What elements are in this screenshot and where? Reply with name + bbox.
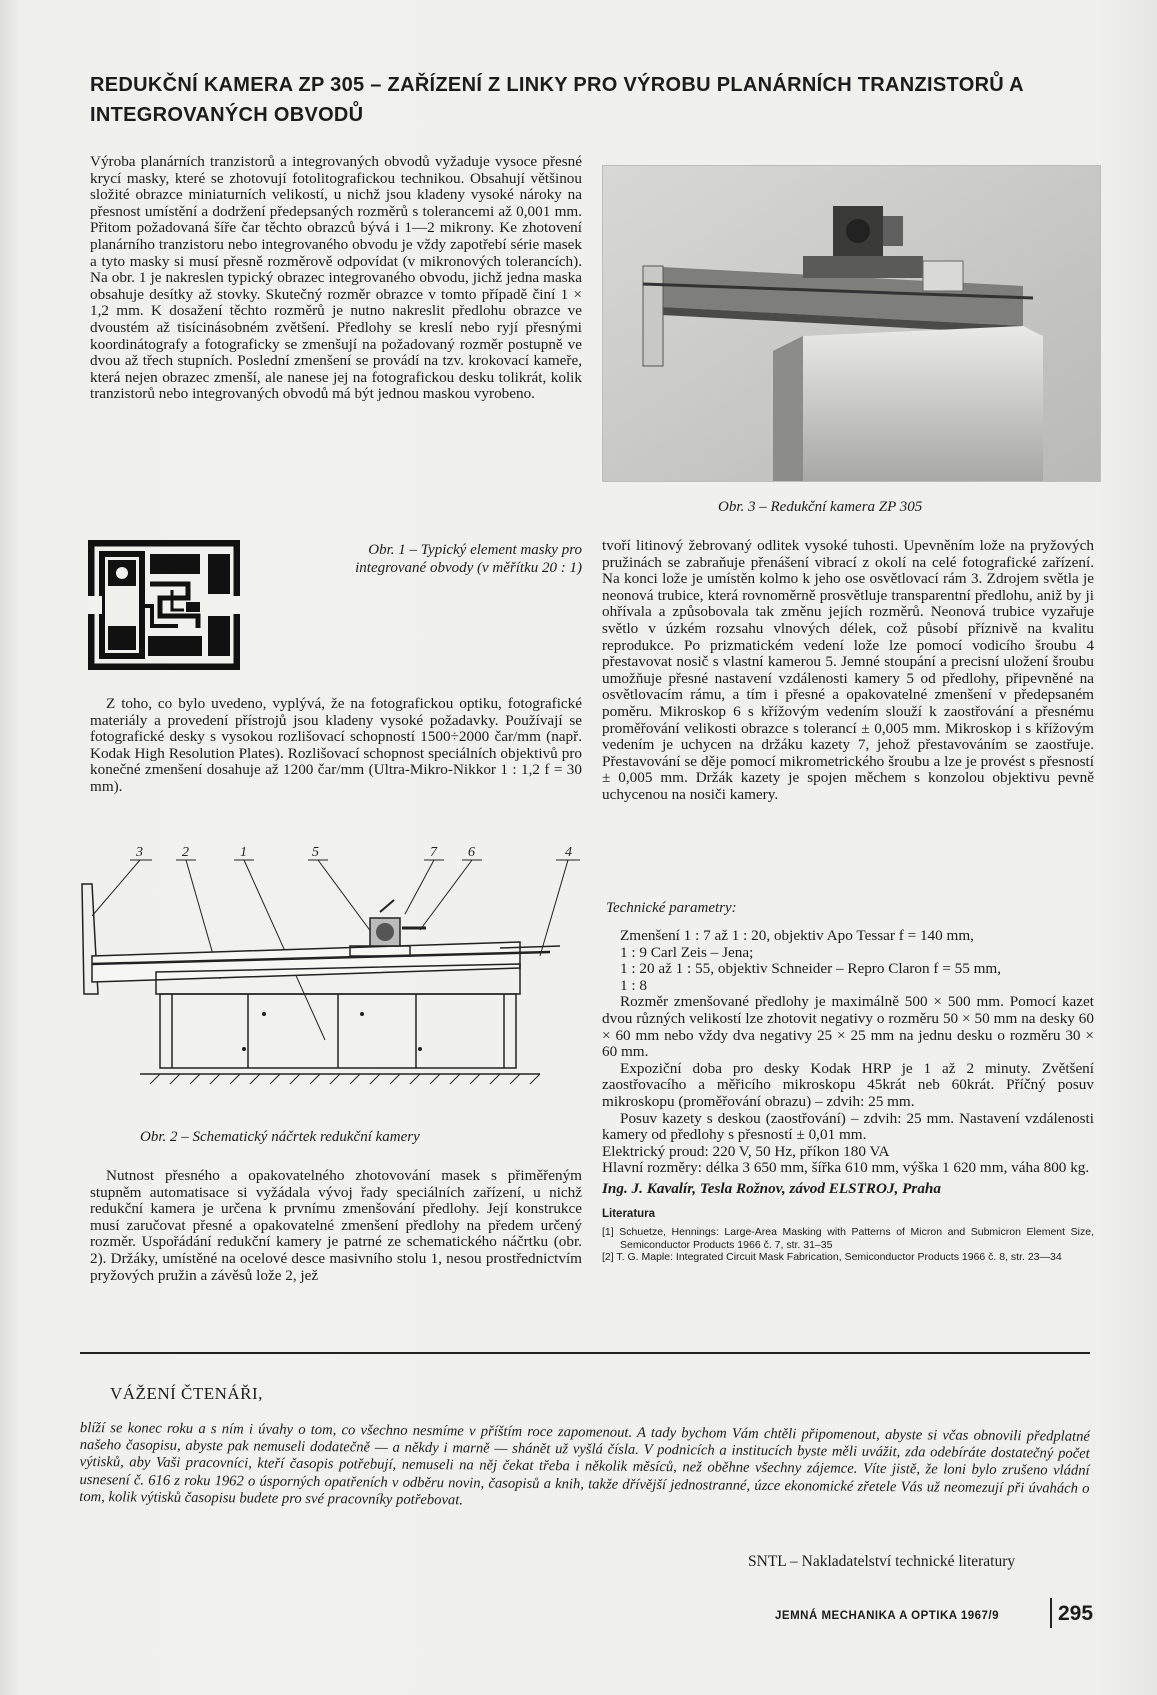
right-paragraph: tvoří litinový žebrovaný odlitek vysoké tuhosti. Upevněním lože na pryžových pružinách se zabraňuje přenášení vibrací z okolí na celé fotografické zařízení. Na konci lože je umístěn kolmo k jeho ose osvětlovací rám 3. Zdrojem světla je neonová trubice, která rovnoměrně prosvětluje transparentní předlohu, aniž by ji ohřívala a způsobovala tak změnu jejích rozměrů. Neonová trubice vyzařuje světlo v úzkém rozsahu vlnových délek, což působí příznivě na kvalitu reprodukce. Po prizmatickém vedení lože lze pomocí vodicího šroubu 4 přestavovat nosič s vlastní kamerou 5. Jemné stoupání a precisní uložení šroubu umožňuje přesné nastavení vzdálenosti kamery 5 od předlohy, připevněné na osvětlovacím rámu, a tím i přesné a opakovatelné zmenšení v předepsaném poměru. Mikroskop 6 s křížovým vedením slouží k zaostřování a přesnému proměřování velikosti obrazce s tolerancí ± 0,005 mm. Mikroskop i s křížovým vedením je uchycen na držáku kazety 7, jehož přestavováním se zaostřuje. Přestavování se děje pomocí mikrometrického šroubu a lze je provést s přesností ± 0,005 mm. Držák kazety je spojen měchem s konzolou objektivu pevně uchycenou na nosiči kamery.: [602, 537, 1094, 803]
intro-paragraph: Výroba planárních tranzistorů a integrovaných obvodů vyžaduje vysoce přesné krycí masky, které se zhotovují fotolitografickou technikou. Obsahují většinou složité obrazce miniaturních velikostí, u nichž jsou kladeny vysoké nároky na přesnost umístění a dodržení předepsaných rozměrů s tolerancemi až 0,001 mm. Přitom požadovaná šíře čar těchto obrazců bývá i 1—2 mikrony. Ke zhotovení planárního tranzistoru nebo integrovaného obvodu je vždy zapotřebí série masek a tyto masky si musí přesně rozměrově odpovídat (v mikronových tolerancích). Na obr. 1 je nakreslen typický obrazec integrovaného obvodu, jichž jedna maska obsahuje desítky až stovky. Skutečný rozměr obrazce v tomto případě činí 1 × 1,2 mm. K dosažení těchto rozměrů je nutno nakreslit předlohu obrazce ve dvoustém až tisícinásobném zvětšení. Předlohy se kreslí nebo ryjí přesnými koordinátografy a fotograficky se zmenšují na požadovaný rozměr postupně ve dvou až třech stupních. Poslední zmenšení se provádí na tzv. krokovací kameře, která nejen obrazec zmenší, ale nanese jej na fotografickou desku tolikrát, kolik tranzistorů nebo integrovaných obvodů má být jednou maskou vyrobeno.: [90, 153, 582, 403]
article-title: REDUKČNÍ KAMERA ZP 305 – ZAŘÍZENÍ Z LINKY PRO VÝROBU PLANÁRNÍCH TRANZISTORŮ A INTEGROVANÝCH OBVODŮ: [90, 74, 1024, 126]
schematic-figure: [80, 844, 585, 1109]
tech-heading: Technické parametry:: [606, 900, 737, 916]
tech-line: Rozměr zmenšované předlohy je maximálně 500 × 500 mm. Pomocí kazet dvou různých velikostí lze zhotovit negativy o rozměru 50 × 50 mm na desky 60 × 60 mm nebo vždy dva negativy 25 × 25 mm na jednu desku o rozměru 30 × 60 mm.: [602, 993, 1094, 1061]
mask-element-figure: [88, 540, 240, 670]
label-4: 4: [565, 845, 572, 860]
right-column: [602, 538, 1094, 804]
paragraph-2-block: [90, 696, 582, 796]
label-6: 6: [468, 845, 475, 860]
footer-journal: JEMNÁ MECHANIKA A OPTIKA 1967/9: [775, 1610, 1000, 1622]
footer-separator: [1050, 1598, 1052, 1628]
figure-3-caption: Obr. 3 – Redukční kamera ZP 305: [718, 499, 923, 515]
literature-ref: [1] Schuetze, Hennings: Large-Area Masking with Patterns of Micron and Submicron Element Size, Semiconductor Products 1966 č. 7, str. 31–35: [602, 1226, 1094, 1251]
tech-line: Posuv kazety s deskou (zaostřování) – zdvih: 25 mm. Nastavení vzdálenosti kamery od předlohy s přesností ± 0,01 mm.: [602, 1109, 1094, 1144]
tech-line: 1 : 20 až 1 : 55, objektiv Schneider – Repro Claron f = 55 mm,: [620, 960, 1002, 978]
tech-params: [602, 928, 1094, 1264]
literature-heading: Literatura: [602, 1207, 656, 1220]
paragraph-3: Nutnost přesného a opakovatelného zhotovování masek s přiměřeným stupněm automatisace si vyžádala vývoj řady speciálních zařízení, u nichž redukční kamera je určena k prvnímu zmenšování předlohy. Její konstrukce musí zaručovat přesné a opakovatelné zmenšení předlohy na předem určený rozměr. Uspořádání redukční kamery je patrné ze schematického náčrtku (obr. 2). Držáky, umístěné na ocelové desce masivního stolu 1, nesou prostřednictvím pryžových pružin a závěsů lože 2, jež: [90, 1167, 582, 1284]
label-1: 1: [240, 845, 247, 860]
section-divider: [80, 1352, 1090, 1354]
label-7: 7: [430, 845, 437, 860]
tech-line: Elektrický proud: 220 V, 50 Hz, příkon 180 VA: [602, 1142, 890, 1160]
tech-line: Expoziční doba pro desky Kodak HRP je 1 až 2 minuty. Zvětšení zaostřovacího a měřicího mikroskopu 45krát neb 60krát. Příčný posuv mikroskopu (proměřování obrazu) – zdvih: 25 mm.: [602, 1059, 1094, 1110]
tech-line: Hlavní rozměry: délka 3 650 mm, šířka 610 mm, výška 1 620 mm, váha 800 kg.: [602, 1159, 1090, 1177]
appeal-text: blíží se konec roku a s ním i úvahy o tom, co všechno nesmíme v příštím roce zapomenout. A tady bychom Vám chtěli připomenout, abyste si včas obnovili předplatné našeho časopisu, abyste pak nemuseli dodatečně — a někdy i marně — shánět už vyšlá čísla. V podnicích a institucích byste měli uvážit, zda odebíráte dostatečný počet výtisků, aby Vaši pracovníci, kteří časopis potřebují, nemuseli na něj čekat třeba i několik měsíců, než oběhne všechny zájemce. Víte jistě, že loni bylo zrušeno vládní usnesení č. 616 z roku 1962 o úsporných opatřeních v odběru novin, časopisů a knih, takže dřívější jednostranné, úzce ekonomické zřetele Vás už neomezují při úvahách o tom, kolik výtisků časopisu budete pro své pracovníky potřebovat.: [79, 1420, 1090, 1509]
tech-line: 1 : 8: [620, 976, 648, 994]
label-2: 2: [182, 845, 189, 860]
tech-line: Zmenšení 1 : 7 až 1 : 20, objektiv Apo Tessar f = 140 mm,: [620, 927, 974, 944]
tech-line: 1 : 9 Carl Zeis – Jena;: [620, 943, 754, 961]
figure-1-caption: Obr. 1 – Typický element masky pro integrované obvody (v měřítku 20 : 1): [355, 542, 582, 576]
author-line: Ing. J. Kavalír, Tesla Rožnov, závod ELSTROJ, Praha: [602, 1179, 941, 1197]
paragraph-2: Z toho, co bylo uvedeno, vyplývá, že na fotografickou optiku, fotografické materiály a provedení přístrojů jsou kladeny vysoké požadavky. Používají se fotografické desky s vysokou rozlišovací schopností 1500÷2000 čar/mm (např. Kodak High Resolution Plates). Rozlišovací schopnost speciálních objektivů pro konečné zmenšení dosahuje až 1200 čar/mm (Ultra-Mikro-Nikkor 1 : 1,2 f = 30 mm).: [90, 695, 582, 795]
label-3: 3: [136, 845, 143, 860]
intro-column: [90, 154, 582, 403]
paragraph-3-block: [90, 1168, 582, 1284]
label-5: 5: [312, 845, 319, 860]
camera-photo: [602, 165, 1101, 482]
page-number: 295: [1058, 1602, 1094, 1625]
appeal-heading: VÁŽENÍ ČTENÁŘI,: [110, 1384, 263, 1403]
appeal-signature: SNTL – Nakladatelství technické literatury: [748, 1553, 1016, 1570]
figure-2-caption: Obr. 2 – Schematický náčrtek redukční kamery: [140, 1129, 420, 1145]
literature-ref: [2] T. G. Maple: Integrated Circuit Mask Fabrication, Semiconductor Products 1966 č. 8, str. 23—34: [602, 1251, 1062, 1263]
